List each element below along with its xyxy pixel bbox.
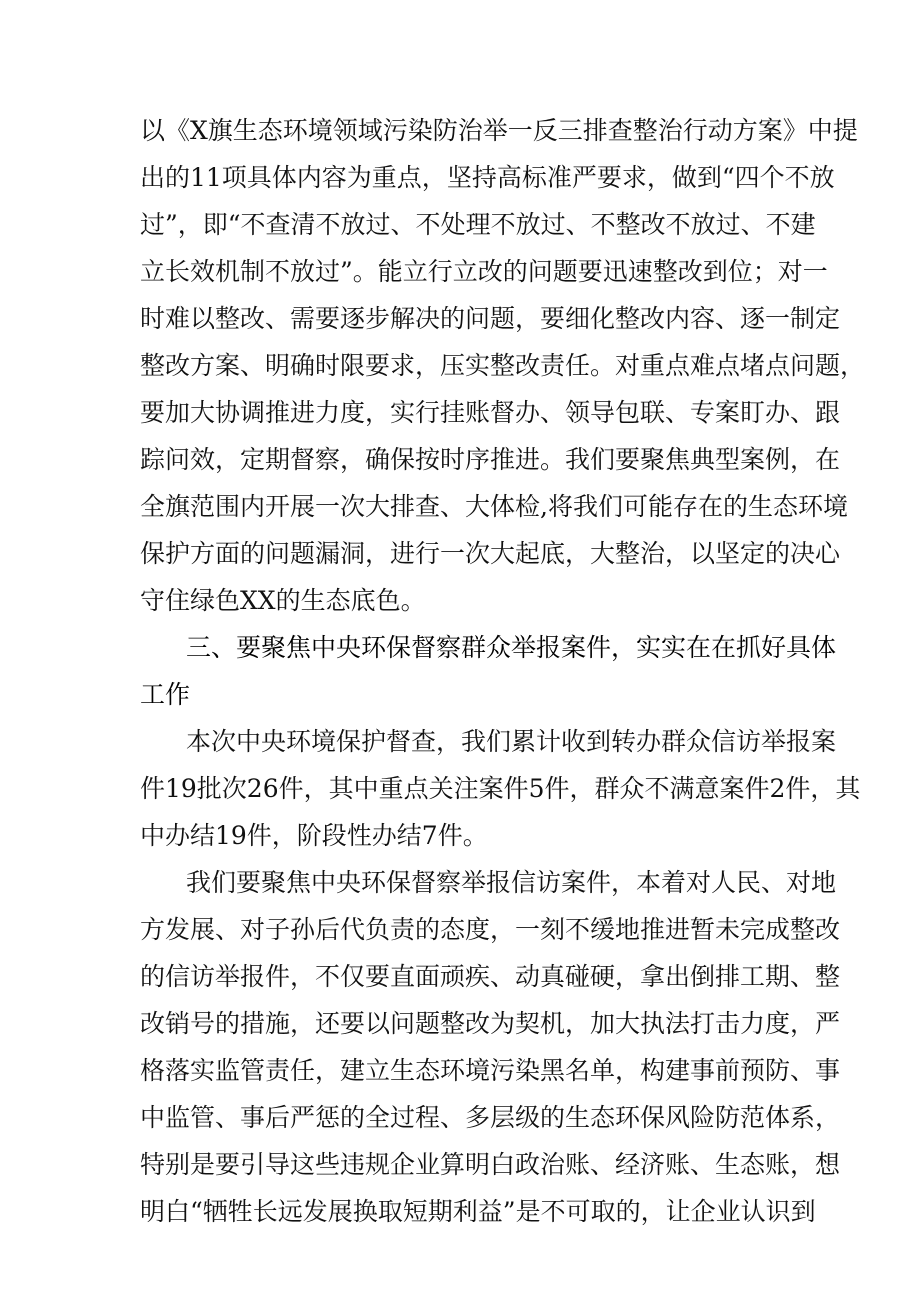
paragraph-line: 特别是要引导这些违规企业算明白政治账、经济账、生态账，想 <box>140 1150 841 1179</box>
paragraph-line: 改销号的措施，还要以问题整改为契机，加大执法打击力度，严 <box>140 1009 841 1038</box>
heading-line: 三、要聚焦中央环保督察群众举报案件，实实在在抓好具体 <box>186 633 837 662</box>
paragraph-line: 立长效机制不放过”。能立行立改的问题要迅速整改到位；对一 <box>140 257 828 286</box>
paragraph-line: 时难以整改、需要逐步解决的问题，要细化整改内容、逐一制定 <box>140 304 841 333</box>
paragraph-line: 守住绿色XX的生态底色。 <box>140 586 426 615</box>
paragraph-line: 的信访举报件，不仅要直面顽疾、动真碰硬，拿出倒排工期、整 <box>140 962 841 991</box>
paragraph-line: 中监管、事后严惩的全过程、多层级的生态环保风险防范体系， <box>140 1103 841 1132</box>
paragraph-line: 以《X旗生态环境领域污染防治举一反三排查整治行动方案》中提 <box>140 116 858 145</box>
paragraph-line: 整改方案、明确时限要求，压实整改责任。对重点难点堵点问题， <box>140 351 866 380</box>
paragraph-line: 方发展、对子孙后代负责的态度，一刻不缓地推进暂未完成整改 <box>140 915 841 944</box>
paragraph-line: 踪问效，定期督察，确保按时序推进。我们要聚焦典型案例，在 <box>140 445 841 474</box>
paragraph-line: 格落实监管责任，建立生态环境污染黑名单，构建事前预防、事 <box>140 1056 841 1085</box>
paragraph-line: 本次中央环境保护督查，我们累计收到转办群众信访举报案 <box>186 727 837 756</box>
paragraph-line: 保护方面的问题漏洞，进行一次大起底，大整治，以坚定的决心 <box>140 539 841 568</box>
paragraph-line: 要加大协调推进力度，实行挂账督办、领导包联、专案盯办、跟 <box>140 398 841 427</box>
paragraph-line: 过”，即“不查清不放过、不处理不放过、不整改不放过、不建 <box>140 210 816 239</box>
paragraph-line: 明白“牺牲长远发展换取短期利益”是不可取的，让企业认识到 <box>140 1197 816 1226</box>
heading-line: 工作 <box>140 680 191 709</box>
paragraph-line: 我们要聚焦中央环保督察举报信访案件，本着对人民、对地 <box>186 868 837 897</box>
paragraph-line: 出的11项具体内容为重点，坚持高标准严要求，做到“四个不放 <box>140 163 835 192</box>
paragraph-line: 件19批次26件，其中重点关注案件5件，群众不满意案件2件，其 <box>140 774 861 803</box>
paragraph-line: 中办结19件，阶段性办结7件。 <box>140 821 488 850</box>
paragraph-line: 全旗范围内开展一次大排查、大体检,将我们可能存在的生态环境 <box>140 492 848 521</box>
